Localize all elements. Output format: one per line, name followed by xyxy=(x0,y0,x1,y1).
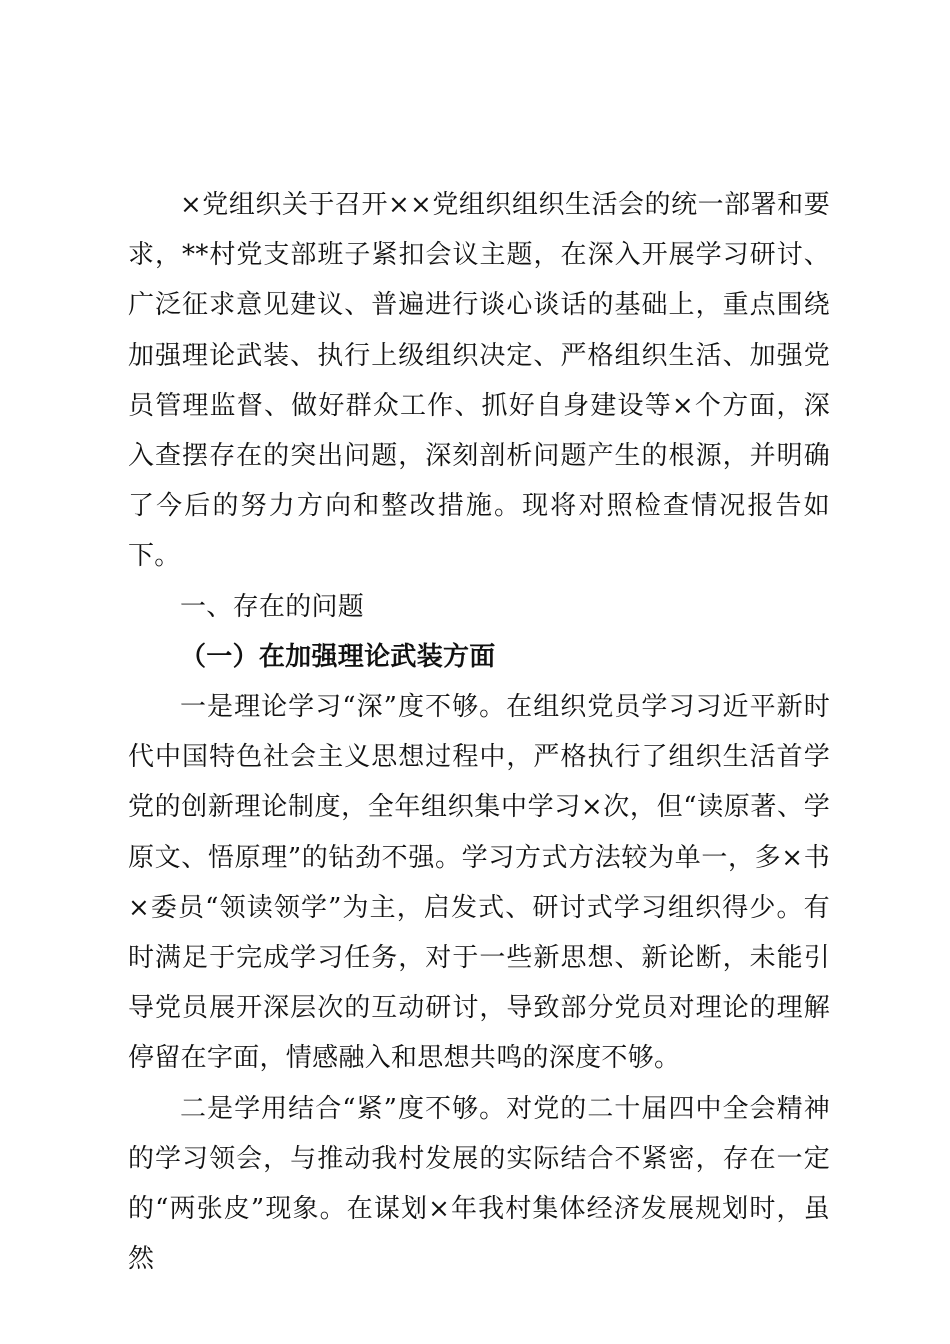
subsection-heading-theory: （一）在加强理论武装方面 xyxy=(180,641,496,672)
point-2-paragraph: 二是学用结合“紧”度不够。对党的二十届四中全会精神的学习领会，与推动我村发展的实际结合不紧密，存在一定的“两张皮”现象。在谋划×年我村集体经济发展规划时，虽然 xyxy=(128,1093,830,1275)
intro-paragraph: ×党组织关于召开××党组织组织生活会的统一部署和要求，**村党支部班子紧扣会议主题，在深入开展学习研讨、广泛征求意见建议、普遍进行谈心谈话的基础上，重点围绕加强理论武装、执行上级组织决定、严格组织生活、加强党员管理监督、做好群众工作、抓好自身建设等×个方面，深入查摆存在的突出问题，深刻剖析问题产生的根源，并明确了今后的努力方向和整改措施。现将对照检查情况报告如下。 xyxy=(128,190,830,572)
section-heading-problems: 一、存在的问题 xyxy=(180,591,365,622)
point-1-paragraph: 一是理论学习“深”度不够。在组织党员学习习近平新时代中国特色社会主义思想过程中，严格执行了组织生活首学党的创新理论制度，全年组织集中学习×次，但“读原著、学原文、悟原理”的钻劲不强。学习方式方法较为单一，多×书×委员“领读领学”为主，启发式、研讨式学习组织得少。有时满足于完成学习任务，对于一些新思想、新论断，未能引导党员展开深层次的互动研讨，导致部分党员对理论的理解停留在字面，情感融入和思想共鸣的深度不够。 xyxy=(128,692,830,1074)
document-body xyxy=(128,180,830,1284)
